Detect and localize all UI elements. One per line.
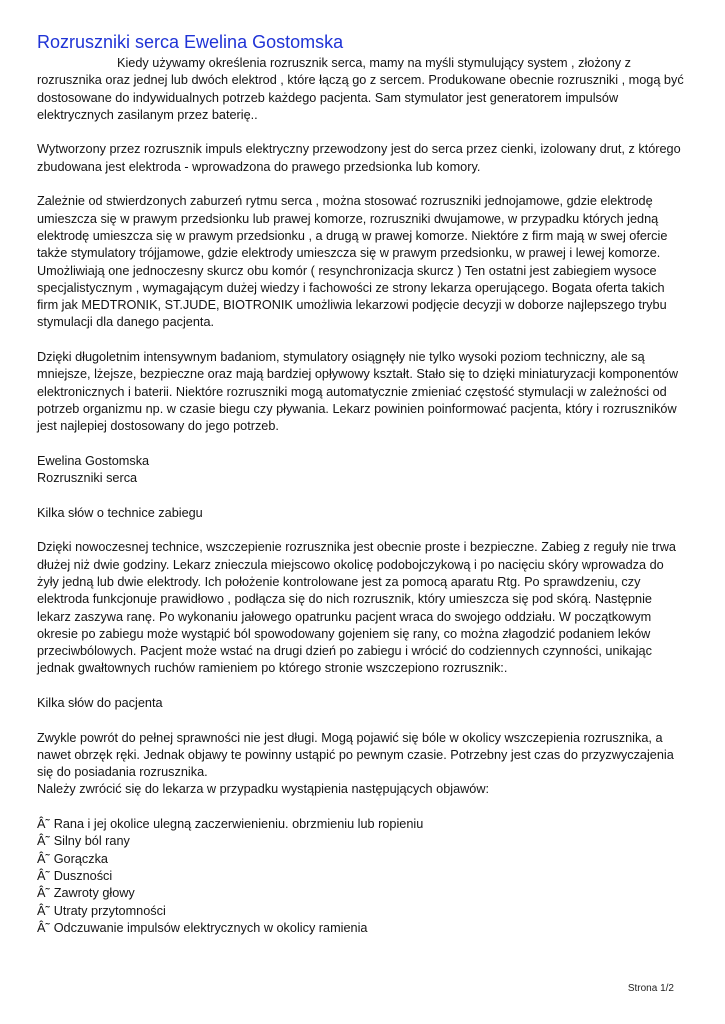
document-title: Rozruszniki serca Ewelina Gostomska [37, 32, 344, 52]
paragraph-gap [37, 487, 689, 504]
symptom-item [37, 885, 689, 902]
symptom-text: Duszności [53, 868, 113, 883]
symptom-item [37, 851, 689, 868]
author-name: Ewelina Gostomska [37, 453, 150, 468]
document-body [37, 55, 689, 937]
paragraph-intro: Kiedy używamy określenia rozrusznik serca, mamy na myśli stymulujący system , złożony z rozrusznika oraz jednej lub dwóch elektrod , które łączą go z sercem. Produkowane obecnie rozruszniki , mogą być dostosowane do indywidualnych potrzeb każdego pacjenta. Sam stymulator jest generatorem impulsów elektrycznych zasilanym przez baterię.. [37, 56, 684, 122]
bullet-marker: Â˜ [37, 851, 50, 866]
bullet-marker: Â˜ [37, 834, 50, 849]
paragraph-gap [37, 522, 689, 539]
paragraph-impulse: Wytworzony przez rozrusznik impuls elektryczny przewodzony jest do serca przez cienki, izolowany drut, z którego zbudowana jest elektroda - wprowadzona do prawego przedsionka lub komory. [37, 142, 681, 174]
page-number: Strona 1/2 [627, 983, 674, 994]
symptom-text: Rana i jej okolice ulegną zaczerwienieniu. obrzmieniu lub ropieniu [53, 817, 424, 832]
paragraph-recovery: Zwykle powrót do pełnej sprawności nie jest długi. Mogą pojawić się bóle w okolicy wszczepienia rozrusznika, a nawet obrzęk ręki. Jednak objawy te powinny ustąpić po pewnym czasie. Potrzebny jest czas do przyzwyczajenia się do posiadania rozrusznika. [37, 730, 674, 780]
bullet-marker: Â˜ [37, 886, 50, 901]
symptom-item [37, 920, 689, 937]
bullet-marker: Â˜ [37, 920, 50, 935]
paragraph-gap [37, 176, 689, 193]
symptom-item [37, 903, 689, 920]
bullet-marker: Â˜ [37, 903, 50, 918]
symptom-text: Gorączka [53, 851, 108, 866]
symptom-text: Utraty przytomności [53, 903, 166, 918]
symptom-item [37, 868, 689, 885]
paragraph-research: Dzięki długoletnim intensywnym badaniom, stymulatory osiągnęły nie tylko wysoki poziom techniczny, ale są mniejsze, lżejsze, bezpieczne oraz mają bardziej opływowy kształt. Stało się to dzięki miniaturyzacji komponentów elektronicznych i baterii. Niektóre rozruszniki mogą automatycznie zmieniać częstość stymulacji w zależności od potrzeb organizmu np. w czasie biegu czy pływania. Lekarz powinien poinformować pacjenta, który i rozruszników jest najlepiej dostosowany do jego potrzeb. [37, 350, 678, 434]
author-subject: Rozruszniki serca [37, 471, 138, 486]
paragraph-gap [37, 678, 689, 695]
paragraph-gap [37, 124, 689, 141]
symptom-text: Zawroty głowy [53, 886, 135, 901]
bullet-marker: Â˜ [37, 868, 50, 883]
bullet-marker: Â˜ [37, 817, 50, 832]
paragraph-technique: Dzięki nowoczesnej technice, wszczepienie rozrusznika jest obecnie proste i bezpieczne. Zabieg z reguły nie trwa dłużej niż dwie godziny. Lekarz znieczula miejscowo okolicę podobojczykową i po nacięciu skóry wprowadza do żyły jedną lub dwie elektrody. Ich położenie kontrolowane jest za pomocą aparatu Rtg. Po sprawdzeniu, czy elektroda funkcjonuje prawidłowo , podłącza się do nich rozrusznik, który umieszcza się pod skórą. Następnie lekarz zaszywa ranę. Po wykonaniu jałowego opatrunku pacjent wraca do swojego oddziału. W początkowym okresie po zabiegu może wystąpić ból spowodowany gojeniem się rany, co można złagodzić podaniem leków przeciwbólowych. Pacjent może wstać na drugi dzień po zabiegu i wrócić do codziennych czynności, unikając jednak gwałtownych ruchów ramieniem po którego stronie wszczepiono rozrusznik:. [37, 540, 676, 676]
symptoms-list [37, 816, 689, 937]
heading-technique: Kilka słów o technice zabiegu [37, 505, 203, 520]
symptom-item [37, 816, 689, 833]
symptom-text: Odczuwanie impulsów elektrycznych w okolicy ramienia [53, 920, 368, 935]
paragraph-gap [37, 436, 689, 453]
symptoms-intro: Należy zwrócić się do lekarza w przypadku wystąpienia następujących objawów: [37, 782, 490, 797]
paragraph-gap [37, 799, 689, 816]
symptom-item [37, 833, 689, 850]
paragraph-gap [37, 332, 689, 349]
heading-patient: Kilka słów do pacjenta [37, 695, 163, 710]
paragraph-gap [37, 712, 689, 729]
symptom-text: Silny ból rany [53, 834, 130, 849]
paragraph-types: Zależnie od stwierdzonych zaburzeń rytmu serca , można stosować rozruszniki jednojamowe, gdzie elektrodę umieszcza się w prawym przedsionku lub prawej komorze, rozruszniki dwujamowe, w przypadku których jedną elektrodę umieszcza się w prawym przedsionku , a drugą w prawej komorze. Niektóre z firm mają w swej ofercie także stymulatory trójjamowe, gdzie elektrody umieszcza się w prawym przedsionku, w prawej i lewej komorze. Umożliwiają one jednoczesny skurcz obu komór ( resynchronizacja skurcz ) Ten ostatni jest zabiegiem wysoce specjalistycznym , wymagającym dużej wiedzy i fachowości ze strony lekarza operującego. Bogata oferta takich firm jak MEDTRONIK, ST.JUDE, BIOTRONIK umożliwia lekarzowi podjęcie decyzji w doborze najlepszego trybu stymulacji dla danego pacjenta. [37, 194, 668, 330]
